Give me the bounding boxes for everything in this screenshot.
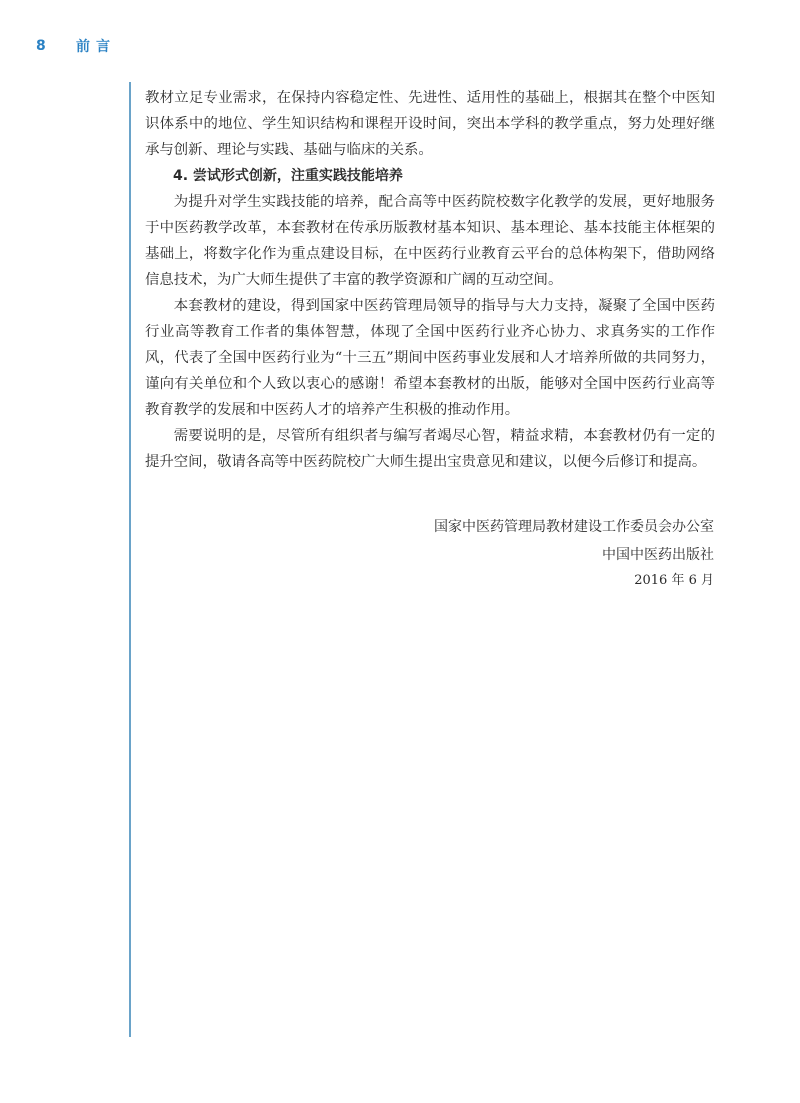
signature-block	[434, 513, 714, 593]
section-title: 前言	[76, 39, 116, 55]
subheading-4: 4. 尝试形式创新，注重实践技能培养	[173, 168, 403, 184]
margin-rule	[129, 82, 131, 1037]
body-text	[145, 85, 715, 475]
running-header	[36, 36, 116, 56]
paragraph-4: 为提升对学生实践技能的培养，配合高等中医药院校数字化教学的发展，更好地服务于中医药教学改革，本套教材在传承历版教材基本知识、基本理论、基本技能主体框架的基础上，将数字化作为重点建设目标，在中医药行业教育云平台的总体构架下，借助网络信息技术，为广大师生提供了丰富的教学资源和广阔的互动空间。	[145, 194, 715, 288]
signature-organization: 国家中医药管理局教材建设工作委员会办公室	[434, 519, 714, 535]
paragraph-continued: 教材立足专业需求，在保持内容稳定性、先进性、适用性的基础上，根据其在整个中医知识体系中的地位、学生知识结构和课程开设时间，突出本学科的教学重点，努力处理好继承与创新、理论与实践、基础与临床的关系。	[145, 90, 715, 158]
signature-publisher: 中国中医药出版社	[602, 547, 714, 563]
signature-date: 2016 年 6 月	[634, 573, 714, 588]
paragraph-thanks: 本套教材的建设，得到国家中医药管理局领导的指导与大力支持，凝聚了全国中医药行业高等教育工作者的集体智慧，体现了全国中医药行业齐心协力、求真务实的工作作风，代表了全国中医药行业为“十三五”期间中医药事业发展和人才培养所做的共同努力，谨向有关单位和个人致以衷心的感谢！希望本套教材的出版，能够对全国中医药行业高等教育教学的发展和中医药人才的培养产生积极的推动作用。	[145, 298, 715, 418]
paragraph-note: 需要说明的是，尽管所有组织者与编写者竭尽心智，精益求精，本套教材仍有一定的提升空间，敬请各高等中医药院校广大师生提出宝贵意见和建议，以便今后修订和提高。	[145, 428, 715, 470]
page-number: 8	[36, 38, 46, 54]
